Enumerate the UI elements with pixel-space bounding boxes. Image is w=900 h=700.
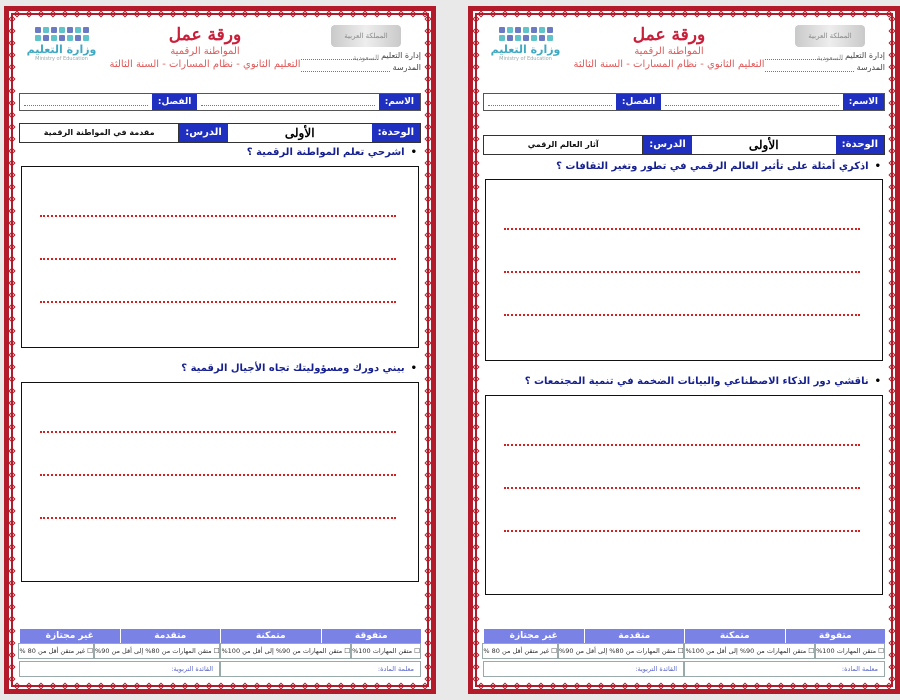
supervisor-signature[interactable]: القائدة التربوية: <box>19 661 220 677</box>
answer-box-1[interactable] <box>21 166 419 348</box>
school-info <box>765 25 885 72</box>
class-field[interactable] <box>24 94 148 106</box>
student-info-bar <box>483 93 885 111</box>
level-advanced: متقدمة <box>120 629 221 643</box>
unit-value: الأولى <box>284 126 315 140</box>
rating-table <box>19 629 421 679</box>
answer-line[interactable] <box>504 444 860 446</box>
teacher-signature[interactable]: معلمة المادة: <box>220 661 421 677</box>
level-proficient: متمكنة <box>220 629 321 643</box>
level-not-passed: غير مجتازة <box>483 629 584 643</box>
class-label: الفصل: <box>616 94 661 110</box>
decorative-border-pattern <box>9 11 431 689</box>
ministry-logo-icon <box>19 27 104 41</box>
subject-name: المواطنة الرقمية <box>170 46 240 57</box>
ministry-name: وزارة التعليم <box>26 43 97 56</box>
bullet-icon: • <box>410 363 417 374</box>
ministry-name: وزارة التعليم <box>490 43 561 56</box>
unit-label: الوحدة: <box>372 124 420 142</box>
question-1 <box>487 161 881 172</box>
level-checkbox[interactable]: ☐ متقن المهارات 100% <box>815 643 885 659</box>
ministry-logo <box>19 27 104 62</box>
level-checkbox[interactable]: ☐ متقن المهارات من 90% إلى أقل من 100% <box>220 643 351 659</box>
lesson-value: مقدمة في المواطنة الرقمية <box>20 124 179 142</box>
school-info <box>301 25 421 72</box>
bullet-icon: • <box>874 376 881 387</box>
answer-line[interactable] <box>40 431 396 433</box>
unit-lesson-bar <box>19 123 421 143</box>
school-label: المدرسة <box>856 63 885 72</box>
admin-field[interactable] <box>765 51 842 60</box>
answer-line[interactable] <box>40 301 396 303</box>
title-block <box>573 25 765 71</box>
question-text: ناقشي دور الذكاء الاصطناعي والبيانات الضخمة في تنمية المجتمعات ؟ <box>524 376 869 387</box>
lesson-label: الدرس: <box>643 136 692 154</box>
education-system: التعليم الثانوي - نظام المسارات - السنة الثالثة <box>573 59 765 70</box>
answer-box-1[interactable] <box>485 179 883 361</box>
supervisor-signature[interactable]: القائدة التربوية: <box>483 661 684 677</box>
answer-line[interactable] <box>504 314 860 316</box>
lesson-label: الدرس: <box>179 124 228 142</box>
kingdom-crest-icon: المملكة العربية السعودية <box>795 25 865 47</box>
class-label: الفصل: <box>152 94 197 110</box>
rating-table <box>483 629 885 679</box>
admin-field[interactable] <box>301 51 378 60</box>
teacher-signature[interactable]: معلمة المادة: <box>684 661 885 677</box>
answer-box-2[interactable] <box>485 395 883 595</box>
class-field[interactable] <box>488 94 612 106</box>
question-text: اشرحي تعلم المواطنة الرقمية ؟ <box>246 147 405 158</box>
bullet-icon: • <box>410 147 417 158</box>
level-checkbox[interactable]: ☐ متقن المهارات من 80% إلى أقل من 90% <box>94 643 220 659</box>
answer-line[interactable] <box>40 517 396 519</box>
level-excellent: متفوقة <box>321 629 422 643</box>
worksheet-page-2 <box>468 6 900 694</box>
level-checkbox[interactable]: ☐ متقن المهارات من 90% إلى أقل من 100% <box>684 643 815 659</box>
level-advanced: متقدمة <box>584 629 685 643</box>
lesson-value: آثار العالم الرقمي <box>484 136 643 154</box>
bullet-icon: • <box>874 161 881 172</box>
answer-line[interactable] <box>504 530 860 532</box>
question-text: اذكري أمثلة على تأثير العالم الرقمي في تطور وتغير الثقافات ؟ <box>556 161 869 172</box>
name-label: الاسم: <box>843 94 884 110</box>
unit-lesson-bar <box>483 135 885 155</box>
unit-value: الأولى <box>748 138 779 152</box>
school-field[interactable] <box>301 63 390 72</box>
answer-line[interactable] <box>40 258 396 260</box>
worksheet-page-1 <box>4 6 436 694</box>
kingdom-crest-icon: المملكة العربية السعودية <box>331 25 401 47</box>
level-checkbox[interactable]: ☐ غير متقن أقل من 80 % <box>18 643 94 659</box>
title-block <box>109 25 301 71</box>
answer-line[interactable] <box>504 487 860 489</box>
answer-line[interactable] <box>40 215 396 217</box>
student-info-bar <box>19 93 421 111</box>
unit-label: الوحدة: <box>836 136 884 154</box>
ministry-logo-icon <box>483 27 568 41</box>
answer-line[interactable] <box>504 271 860 273</box>
question-1 <box>23 147 417 158</box>
answer-line[interactable] <box>40 474 396 476</box>
name-field[interactable] <box>665 94 838 106</box>
name-field[interactable] <box>201 94 374 106</box>
page-header <box>483 25 885 91</box>
answer-line[interactable] <box>504 228 860 230</box>
question-2 <box>487 376 881 387</box>
school-field[interactable] <box>765 63 854 72</box>
level-excellent: متفوقة <box>785 629 886 643</box>
level-checkbox[interactable]: ☐ متقن المهارات من 80% إلى أقل من 90% <box>558 643 684 659</box>
level-checkbox[interactable]: ☐ متقن المهارات 100% <box>351 643 421 659</box>
level-not-passed: غير مجتازة <box>19 629 120 643</box>
subject-name: المواطنة الرقمية <box>634 46 704 57</box>
answer-box-2[interactable] <box>21 382 419 582</box>
ministry-name-en: Ministry of Education <box>35 56 88 62</box>
question-2 <box>23 363 417 374</box>
name-label: الاسم: <box>379 94 420 110</box>
ministry-name-en: Ministry of Education <box>499 56 552 62</box>
page-header <box>19 25 421 91</box>
question-text: بيني دورك ومسؤوليتك تجاه الأجيال الرقمية ؟ <box>181 363 405 374</box>
level-checkbox[interactable]: ☐ غير متقن أقل من 80 % <box>482 643 558 659</box>
admin-label: إدارة التعليم <box>381 51 421 60</box>
admin-label: إدارة التعليم <box>845 51 885 60</box>
school-label: المدرسة <box>392 63 421 72</box>
worksheet-title: ورقة عمل <box>168 25 242 45</box>
ministry-logo <box>483 27 568 62</box>
level-proficient: متمكنة <box>684 629 785 643</box>
education-system: التعليم الثانوي - نظام المسارات - السنة الثالثة <box>109 59 301 70</box>
worksheet-title: ورقة عمل <box>632 25 706 45</box>
